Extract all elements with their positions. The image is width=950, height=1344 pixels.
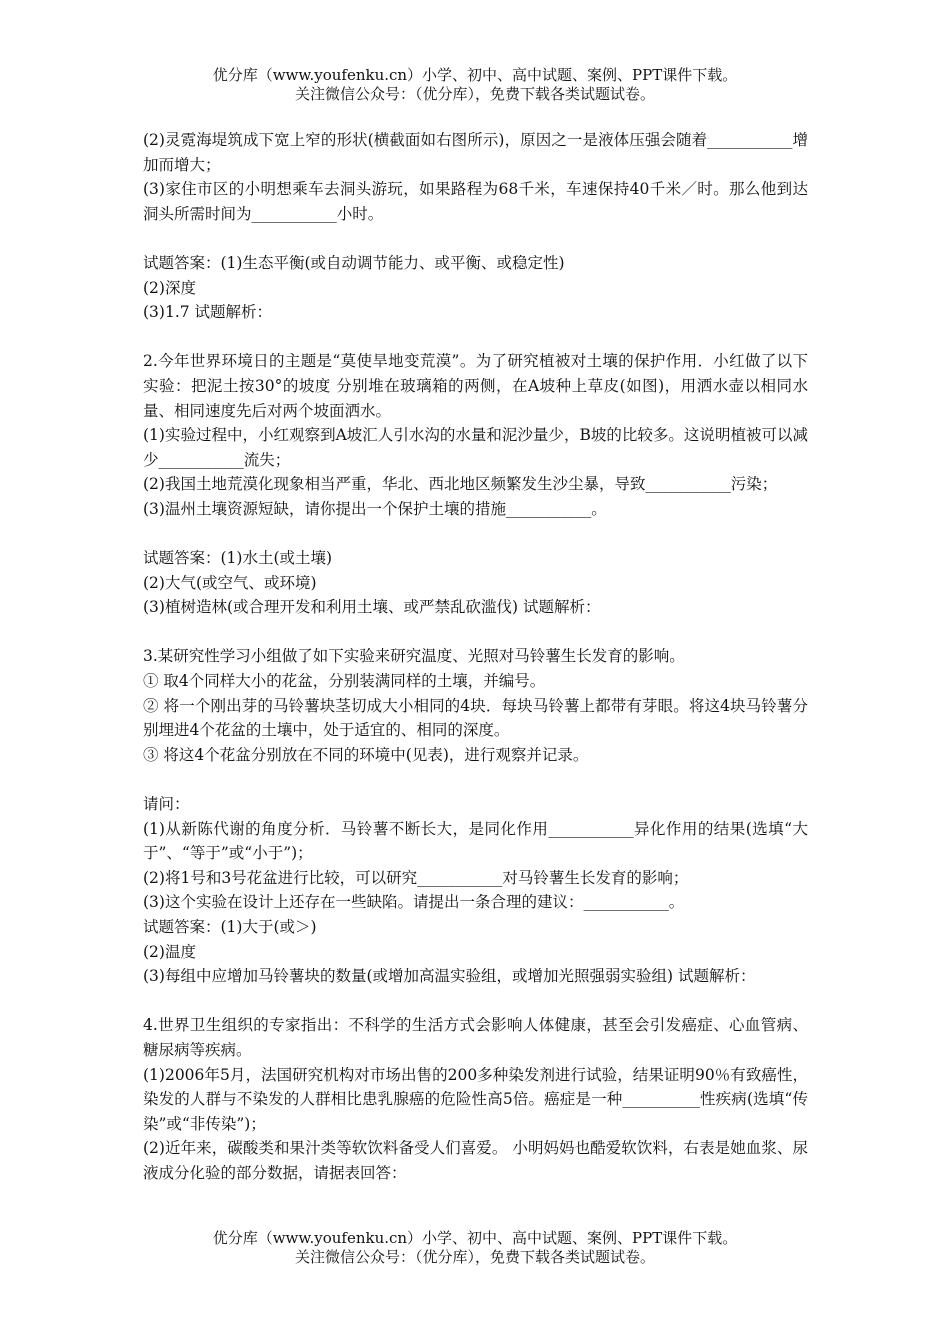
q2-answer-2: (2)大气(或空气、或环境)	[143, 573, 317, 592]
document-body	[143, 128, 808, 1186]
footer-line-2: 关注微信公众号：（优分库），免费下载各类试题试卷。	[294, 1248, 655, 1266]
spacer	[143, 767, 808, 792]
q1-part3: (3)家住市区的小明想乘车去洞头游玩，如果路程为68千米，车速保持40千米／时。那么他到达洞头所需时间为___________小时。	[143, 180, 808, 223]
spacer	[143, 325, 808, 350]
header-line-2: 关注微信公众号：（优分库），免费下载各类试题试卷。	[294, 85, 655, 103]
q3-stem: 3.某研究性学习小组做了如下实验来研究温度、光照对马铃薯生长发育的影响。	[143, 647, 685, 666]
q3-answer-1: 试题答案：(1)大于(或＞)	[143, 918, 317, 936]
q3-answer-3: (3)每组中应增加马铃薯块的数量(或增加高温实验组，或增加光照强弱实验组) 试题解析：	[143, 967, 756, 986]
q3-answer-2: (2)温度	[143, 942, 196, 961]
q2-part3: (3)温州土壤资源短缺，请你提出一个保护土壤的措施___________。	[143, 499, 607, 518]
q2-stem: 2.今年世界环境日的主题是“莫使旱地变荒漠”。为了研究植被对土壤的保护作用．小红做了以下实验：把泥土按30°的坡度 分别堆在玻璃箱的两侧，在A坡种上草皮(如图)，用洒水壶以相同水量、相同速度先后对两个坡面洒水。	[143, 352, 808, 420]
q4-part1: (1)2006年5月，法国研究机构对市场出售的200多种染发剂进行试验，结果证明90％有致癌性，染发的人群与不染发的人群相比患乳腺癌的危险性高5倍。癌症是一种__________性疾病(选填“传染”或“非传染”)；	[143, 1065, 808, 1133]
q3-step-3: ③ 将这4个花盆分别放在不同的环境中(见表)，进行观察并记录。	[143, 745, 589, 764]
page-footer	[0, 1229, 950, 1267]
q3-part2: (2)将1号和3号花盆进行比较，可以研究___________对马铃薯生长发育的影响；	[143, 868, 689, 887]
q1-answer-2: (2)深度	[143, 278, 196, 297]
q1-part2: (2)灵霓海堤筑成下宽上窄的形状(横截面如右图所示)，原因之一是液体压强会随着___________增加而增大；	[143, 131, 808, 174]
q2-part2: (2)我国土地荒漠化现象相当严重，华北、西北地区频繁发生沙尘暴，导致___________污染；	[143, 475, 778, 494]
footer-line-1: 优分库（www.youfenku.cn）小学、初中、高中试题、案例、PPT课件下载。	[212, 1229, 738, 1247]
q4-part2: (2)近年来，碳酸类和果汁类等软饮料备受人们喜爱。 小明妈妈也酷爱软饮料，右表是她血浆、尿液成分化验的部分数据，请据表回答：	[143, 1139, 808, 1182]
q3-part1: (1)从新陈代谢的角度分析．马铃薯不断长大，是同化作用___________异化作用的结果(选填“大于”、“等于”或“小于”)；	[143, 819, 808, 863]
q1-answer-3: (3)1.7 试题解析：	[143, 303, 273, 322]
page-header	[0, 66, 950, 104]
q1-answer-1: 试题答案：(1)生态平衡(或自动调节能力、或平衡、或稳定性)	[143, 253, 565, 272]
spacer	[143, 620, 808, 645]
q2-part1: (1)实验过程中，小红观察到A坡汇人引水沟的水量和泥沙量少，B坡的比较多。这说明植被可以减少___________流失；	[143, 426, 808, 469]
spacer	[143, 522, 808, 547]
spacer	[143, 226, 808, 251]
q3-step-1: ① 取4个同样大小的花盆，分别装满同样的土壤，并编号。	[143, 672, 546, 691]
spacer	[143, 989, 808, 1014]
header-line-1: 优分库（www.youfenku.cn）小学、初中、高中试题、案例、PPT课件下载。	[212, 66, 738, 84]
q3-part3: (3)这个实验在设计上还存在一些缺陷。请提出一条合理的建议：___________。	[143, 893, 685, 912]
q2-answer-1: 试题答案：(1)水土(或土壤)	[143, 549, 333, 568]
q3-ask: 请问：	[143, 795, 190, 814]
q2-answer-3: (3)植树造林(或合理开发和利用土壤、或严禁乱砍滥伐) 试题解析：	[143, 598, 601, 617]
q3-step-2: ② 将一个刚出芽的马铃薯块茎切成大小相同的4块．每块马铃薯上都带有芽眼。将这4块马铃薯分别埋进4个花盆的土壤中，处于适宜的、相同的深度。	[143, 696, 808, 740]
q4-stem: 4.世界卫生组织的专家指出：不科学的生活方式会影响人体健康，甚至会引发癌症、心血管病、糖尿病等疾病。	[143, 1016, 808, 1059]
